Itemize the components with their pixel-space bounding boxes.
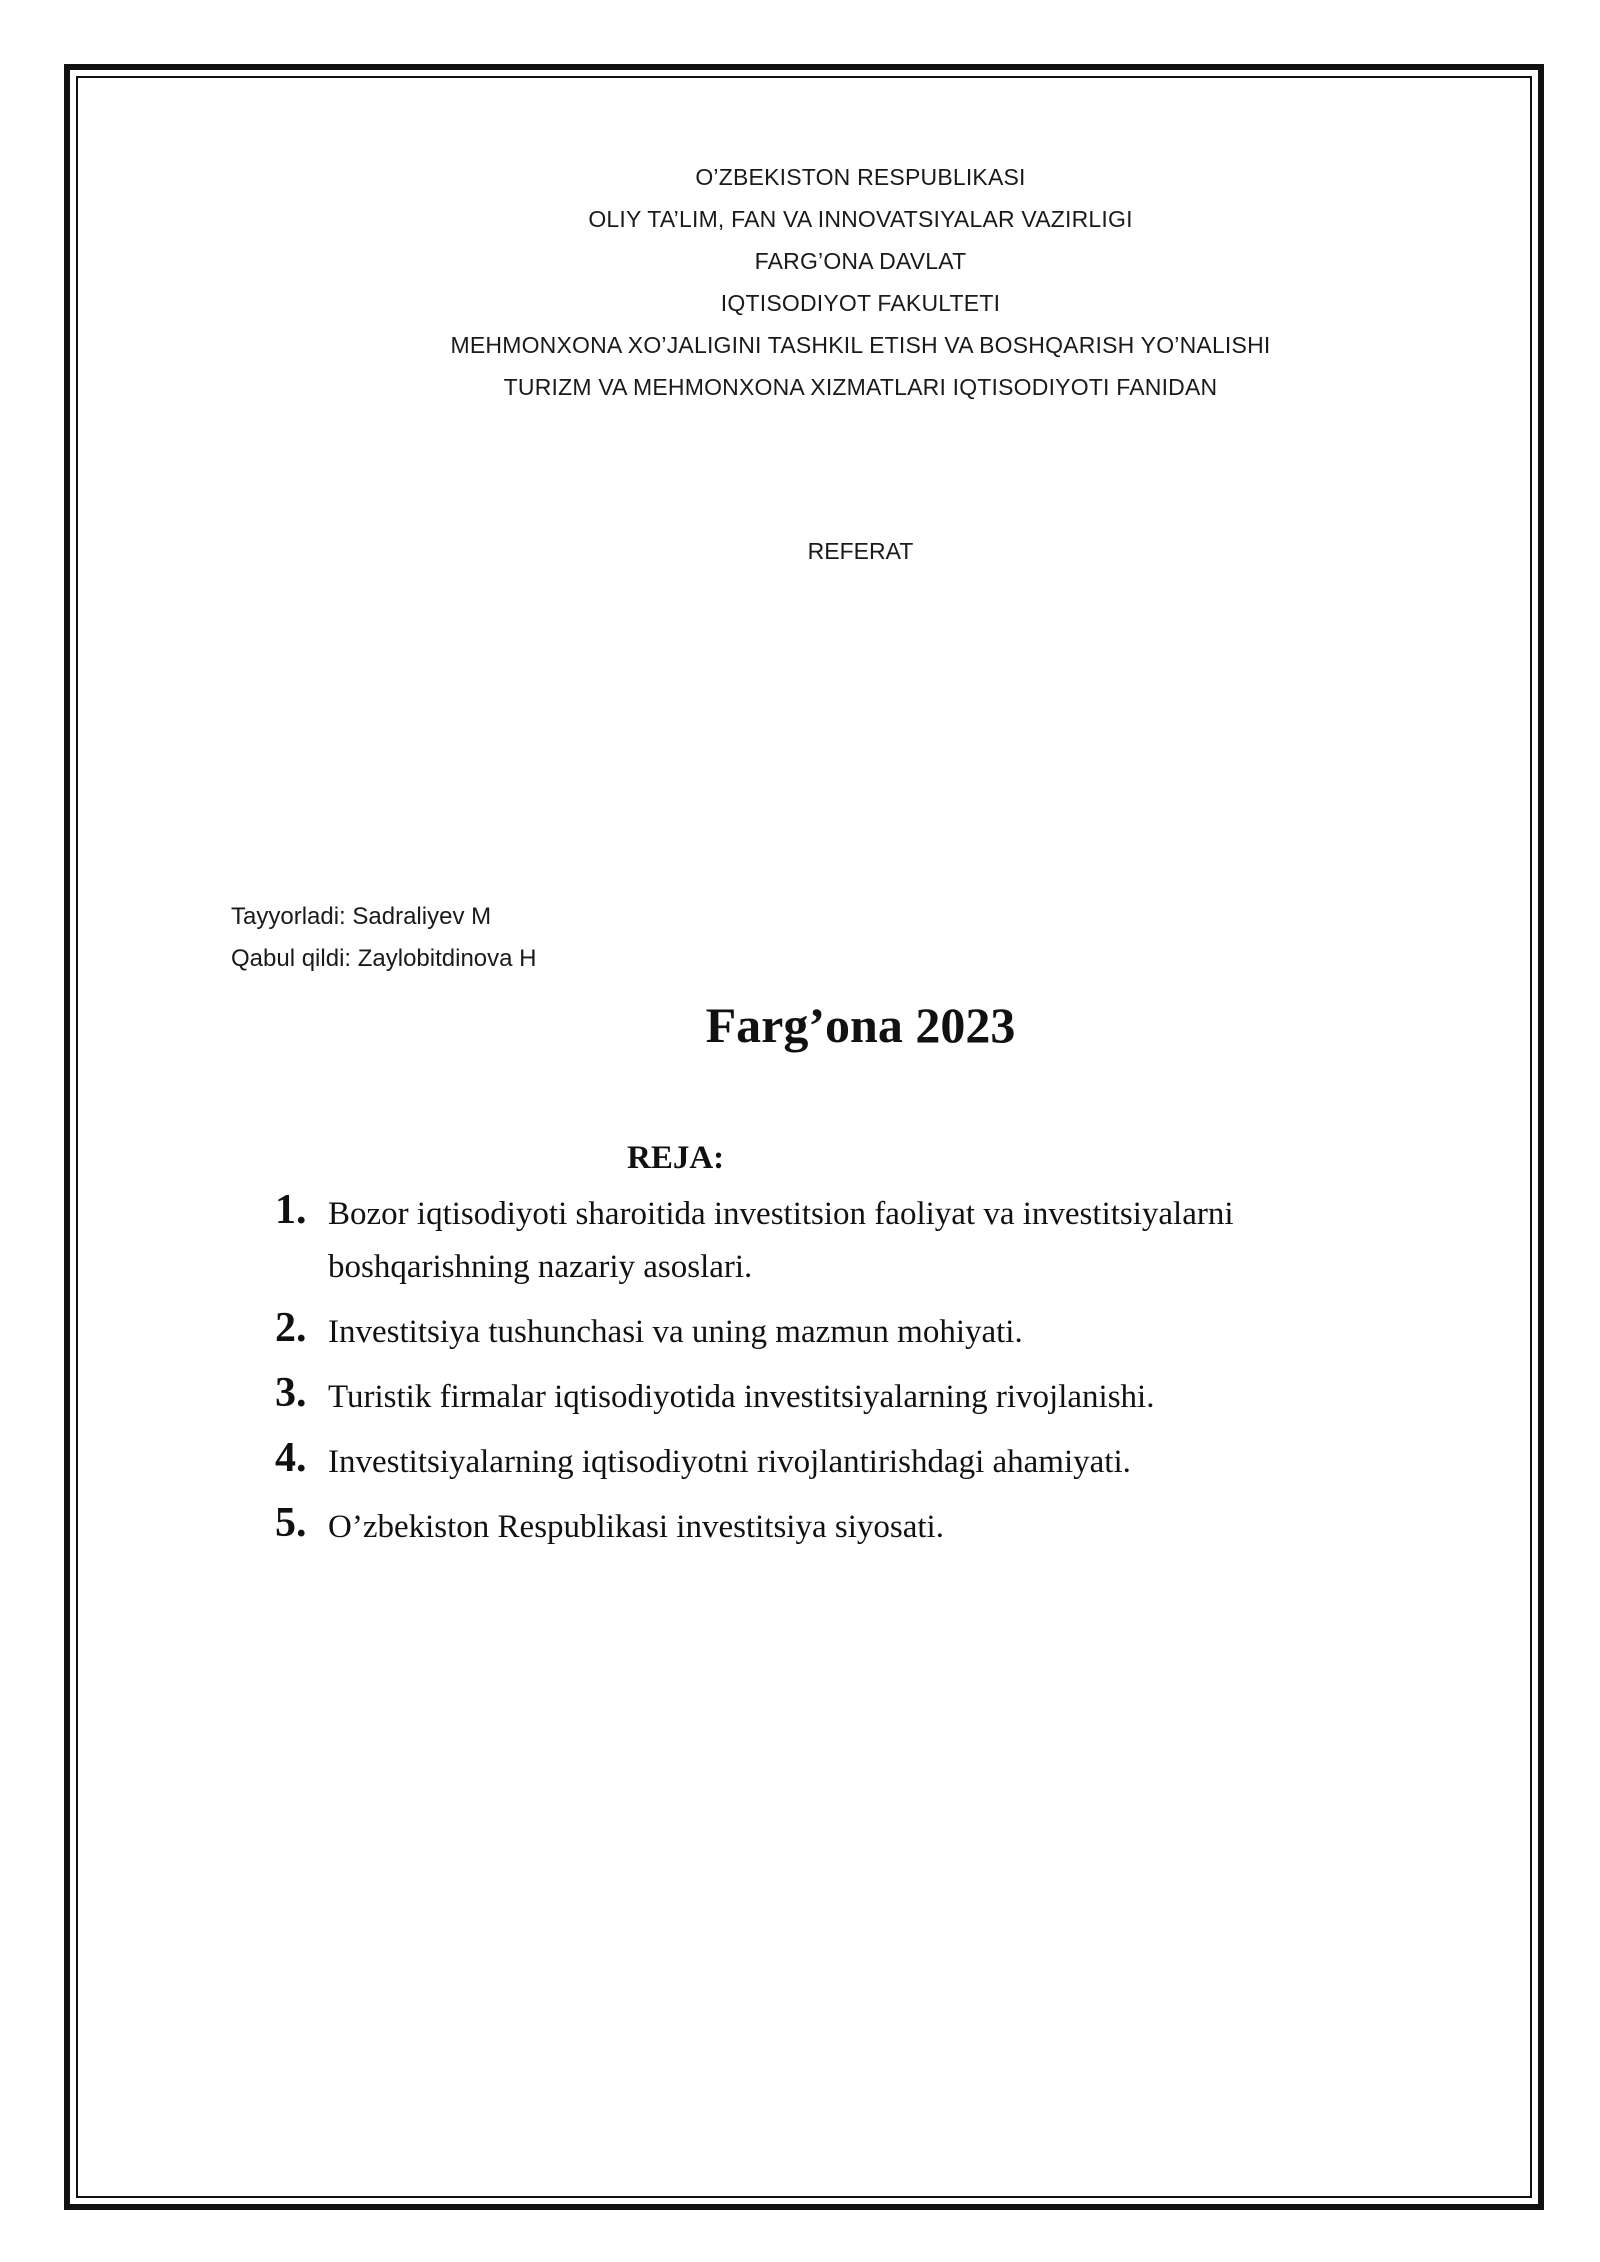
plan-item-number: 4.: [275, 1435, 307, 1481]
plan-list: [275, 1188, 1395, 1566]
plan-item: [275, 1306, 1395, 1359]
plan-item: [275, 1188, 1395, 1294]
header-faculty: IQTISODIYOT FAKULTETI: [720, 290, 1001, 316]
plan-item-number: 3.: [275, 1370, 307, 1416]
plan-item: [275, 1501, 1395, 1554]
plan-item-text: Investitsiya tushunchasi va uning mazmun mohiyati.: [328, 1314, 1023, 1350]
plan-item-text: Turistik firmalar iqtisodiyotida investitsiyalarning rivojlanishi.: [328, 1379, 1155, 1415]
header-ministry: OLIY TA’LIM, FAN VA INNOVATSIYALAR VAZIRLIGI: [588, 206, 1133, 232]
place-and-year: Farg’ona 2023: [705, 997, 1016, 1053]
prepared-by: Tayyorladi: Sadraliyev M: [231, 903, 492, 930]
plan-item-text: O’zbekiston Respublikasi investitsiya siyosati.: [328, 1509, 944, 1545]
header-country: O’ZBEKISTON RESPUBLIKASI: [695, 164, 1026, 190]
plan-item: [275, 1371, 1395, 1424]
credits-block: [231, 896, 537, 980]
header-university: FARG’ONA DAVLAT: [754, 248, 967, 274]
header-program: MEHMONXONA XO’JALIGINI TASHKIL ETISH VA BOSHQARISH YO’NALISHI: [450, 332, 1271, 358]
plan-item: [275, 1436, 1395, 1489]
accepted-by: Qabul qildi: Zaylobitdinova H: [231, 945, 537, 972]
plan-item-number: 2.: [275, 1305, 307, 1351]
plan-item-number: 1.: [275, 1187, 307, 1233]
header-subject: TURIZM VA MEHMONXONA XIZMATLARI IQTISODIYOTI FANIDAN: [503, 374, 1218, 400]
plan-item-number: 5.: [275, 1500, 307, 1546]
plan-item-text: Bozor iqtisodiyoti sharoitida investitsion faoliyat va investitsiyalarni boshqarishning nazariy asoslari.: [328, 1196, 1234, 1285]
document-type: REFERAT: [807, 538, 914, 564]
institution-header: [0, 156, 1600, 408]
plan-item-text: Investitsiyalarning iqtisodiyotni rivojlantirishdagi ahamiyati.: [328, 1444, 1131, 1480]
plan-heading: REJA:: [627, 1140, 725, 1176]
